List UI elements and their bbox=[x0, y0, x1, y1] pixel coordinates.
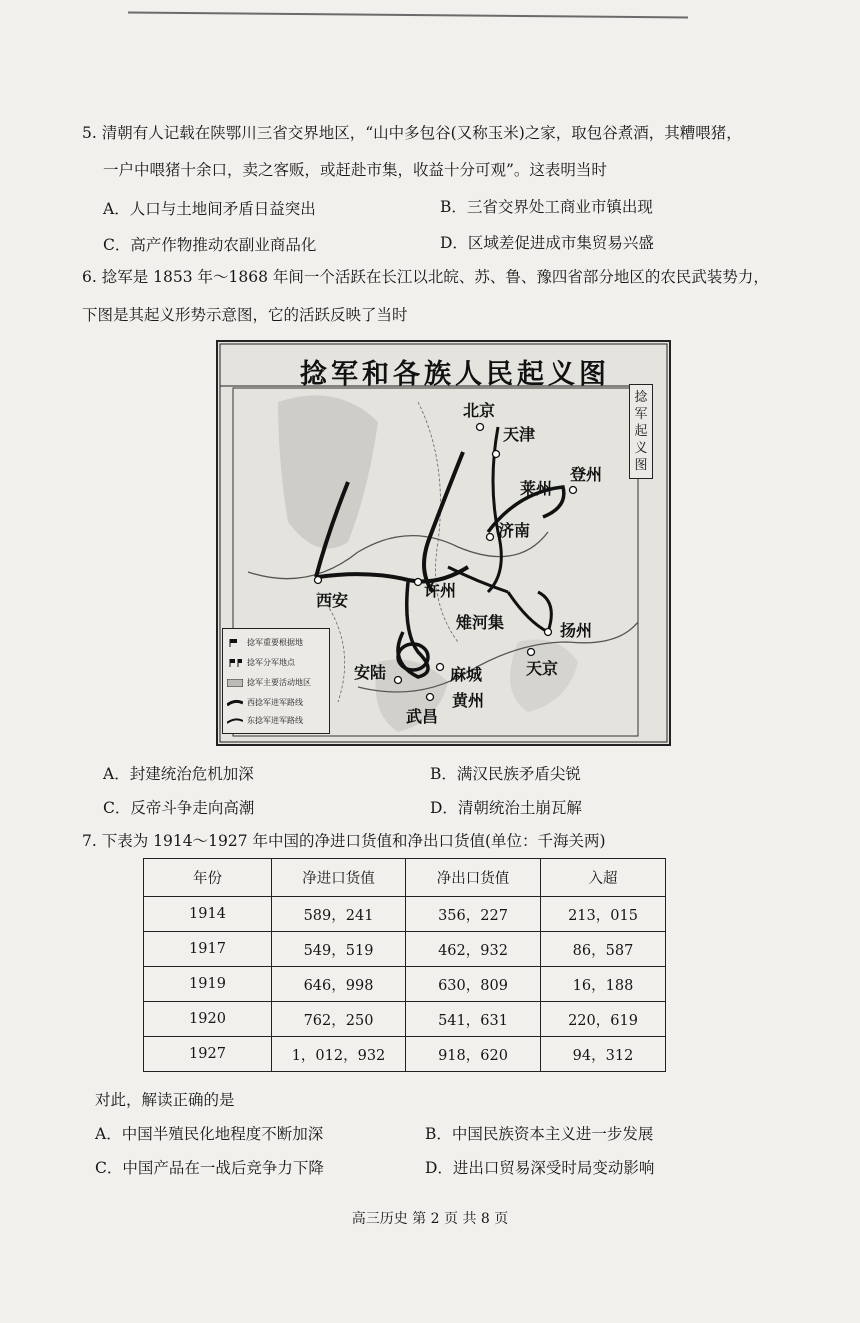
table-row bbox=[144, 932, 666, 967]
legend-label-east: 东捻军进军路线 bbox=[247, 716, 303, 725]
page-footer: 高三历史 第 2 页 共 8 页 bbox=[351, 1211, 509, 1227]
city-zhihejie: 雉河集 bbox=[456, 613, 505, 632]
q5-option-b[interactable]: B．三省交界处工商业市镇出现 bbox=[440, 198, 653, 216]
q7-option-d[interactable]: D．进出口贸易深受时局变动影响 bbox=[425, 1159, 655, 1177]
dot-yangzhou bbox=[545, 629, 552, 636]
dot-tianjin bbox=[493, 451, 500, 458]
q6-number: 6. bbox=[82, 268, 97, 286]
trade-table bbox=[143, 858, 666, 1072]
legend-label-split: 捻军分军地点 bbox=[247, 658, 295, 667]
city-jinan: 济南 bbox=[498, 521, 531, 540]
table-cell: 589，241 bbox=[272, 897, 406, 932]
city-laizhou: 莱州 bbox=[520, 479, 553, 498]
table-cell: 213，015 bbox=[541, 897, 666, 932]
city-yangzhou: 扬州 bbox=[560, 621, 593, 640]
table-cell: 630，809 bbox=[406, 967, 541, 1002]
city-tianjin: 天津 bbox=[503, 425, 536, 444]
dot-dengzhou bbox=[570, 487, 577, 494]
q5-line1 bbox=[82, 123, 742, 143]
q7-stem: 下表为 1914～1927 年中国的净进口货值和净出口货值(单位：千海关两) bbox=[101, 832, 606, 850]
q5-number: 5. bbox=[82, 124, 97, 142]
table-cell: 762，250 bbox=[272, 1002, 406, 1037]
nianjun-uprising-map bbox=[216, 340, 671, 746]
legend-row-base bbox=[227, 637, 303, 648]
terrain-northwest bbox=[278, 395, 378, 548]
table-header-row bbox=[144, 859, 666, 897]
city-tianjing: 天京 bbox=[526, 659, 559, 678]
dot-beijing bbox=[477, 424, 484, 431]
q6-option-a[interactable]: A．封建统治危机加深 bbox=[103, 765, 254, 783]
q7-line1 bbox=[82, 831, 606, 851]
table-cell: 1917 bbox=[144, 932, 272, 967]
table-cell: 356，227 bbox=[406, 897, 541, 932]
table-cell: 646，998 bbox=[272, 967, 406, 1002]
q5-stem-line2: 一户中喂猪十余口，卖之客贩，或赶赴市集，收益十分可观”。这表明当时 bbox=[103, 161, 607, 179]
table-cell: 462，932 bbox=[406, 932, 541, 967]
q5-option-c[interactable]: C．高产作物推动农副业商品化 bbox=[103, 236, 317, 254]
map-legend bbox=[222, 628, 330, 734]
table-cell: 1920 bbox=[144, 1002, 272, 1037]
q6-stem-line1: 捻军是 1853 年～1868 年间一个活跃在长江以北皖、苏、鲁、豫四省部分地区的农民武装势力， bbox=[101, 268, 769, 286]
city-dengzhou: 登州 bbox=[570, 465, 603, 484]
legend-row-west bbox=[227, 697, 303, 708]
table-header: 净出口货值 bbox=[406, 859, 541, 897]
q7-option-c[interactable]: C．中国产品在一战后竞争力下降 bbox=[95, 1159, 324, 1177]
table-header: 净进口货值 bbox=[272, 859, 406, 897]
table-cell: 94，312 bbox=[541, 1037, 666, 1072]
table-cell: 1919 bbox=[144, 967, 272, 1002]
dot-xian bbox=[315, 577, 322, 584]
dot-wuchang bbox=[427, 694, 434, 701]
shaded-area-icon bbox=[227, 679, 243, 687]
table-cell: 1914 bbox=[144, 897, 272, 932]
city-xian: 西安 bbox=[316, 591, 349, 610]
dot-jinan bbox=[487, 534, 494, 541]
table-cell: 918，620 bbox=[406, 1037, 541, 1072]
table-cell: 16，188 bbox=[541, 967, 666, 1002]
table-cell: 1927 bbox=[144, 1037, 272, 1072]
table-header: 入超 bbox=[541, 859, 666, 897]
table-row bbox=[144, 1002, 666, 1037]
scan-top-line bbox=[128, 12, 688, 19]
line-icon bbox=[227, 717, 243, 725]
dot-tianjing bbox=[528, 649, 535, 656]
table-cell: 1，012，932 bbox=[272, 1037, 406, 1072]
table-cell: 86，587 bbox=[541, 932, 666, 967]
dot-xuzhou bbox=[415, 579, 422, 586]
legend-row-area bbox=[227, 677, 311, 688]
legend-row-east bbox=[227, 715, 303, 726]
q5-option-a[interactable]: A．人口与土地间矛盾日益突出 bbox=[103, 200, 316, 218]
city-wuchang: 武昌 bbox=[406, 707, 439, 726]
flag-icon bbox=[227, 639, 243, 647]
table-cell: 541，631 bbox=[406, 1002, 541, 1037]
city-macheng: 麻城 bbox=[450, 665, 483, 684]
legend-row-split bbox=[227, 657, 295, 668]
q7-option-b[interactable]: B．中国民族资本主义进一步发展 bbox=[425, 1125, 654, 1143]
city-beijing: 北京 bbox=[463, 401, 496, 420]
map-side-label: 捻军起义图 bbox=[629, 384, 653, 479]
q6-option-b[interactable]: B．满汉民族矛盾尖锐 bbox=[430, 765, 581, 783]
q7-option-a[interactable]: A．中国半殖民化地程度不断加深 bbox=[95, 1125, 324, 1143]
dot-anlu bbox=[395, 677, 402, 684]
q7-prompt: 对此，解读正确的是 bbox=[95, 1091, 235, 1109]
q5-stem-line1: 清朝有人记载在陕鄂川三省交界地区，“山中多包谷(又称玉米)之家，取包谷煮酒，其糟喂猪， bbox=[101, 124, 742, 142]
table-row bbox=[144, 1037, 666, 1072]
table-cell: 220，619 bbox=[541, 1002, 666, 1037]
table-row bbox=[144, 967, 666, 1002]
table-cell: 549，519 bbox=[272, 932, 406, 967]
split-flag-icon bbox=[227, 659, 243, 667]
q6-line1 bbox=[82, 267, 769, 287]
q5-option-d[interactable]: D．区域差促进成市集贸易兴盛 bbox=[440, 234, 654, 252]
q7-number: 7. bbox=[82, 832, 97, 850]
map-title: 捻军和各族人民起义图 bbox=[300, 359, 610, 390]
legend-label-west: 西捻军进军路线 bbox=[247, 698, 303, 707]
province-border-1 bbox=[418, 402, 458, 642]
q6-stem-line2: 下图是其起义形势示意图，它的活跃反映了当时 bbox=[82, 306, 408, 324]
legend-label-area: 捻军主要活动地区 bbox=[247, 678, 311, 687]
table-row bbox=[144, 897, 666, 932]
thick-line-icon bbox=[227, 699, 243, 707]
east-nian-route-4 bbox=[508, 592, 551, 632]
legend-label-base: 捻军重要根据地 bbox=[247, 638, 303, 647]
city-xuzhou: 许州 bbox=[424, 581, 457, 600]
city-anlu: 安陆 bbox=[354, 663, 387, 682]
city-huangzhou: 黄州 bbox=[452, 691, 485, 710]
q6-option-d[interactable]: D．清朝统治土崩瓦解 bbox=[430, 799, 582, 817]
dot-macheng bbox=[437, 664, 444, 671]
table-header: 年份 bbox=[144, 859, 272, 897]
q6-option-c[interactable]: C．反帝斗争走向高潮 bbox=[103, 799, 255, 817]
